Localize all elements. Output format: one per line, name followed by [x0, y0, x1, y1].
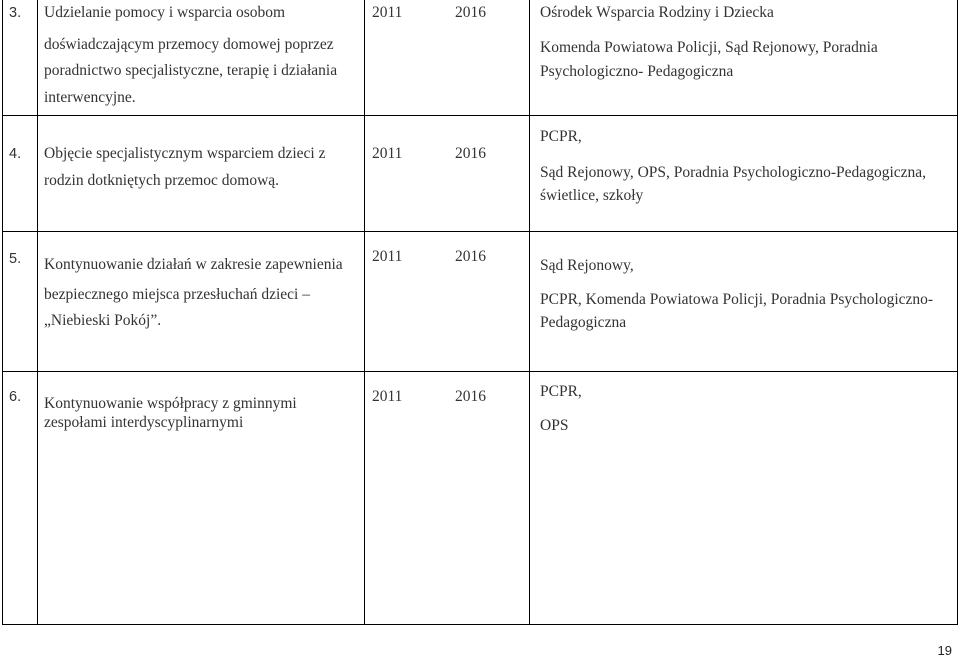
partner-text-line: Sąd Rejonowy, [540, 257, 634, 274]
end-year: 2016 [455, 248, 486, 265]
start-year: 2011 [372, 388, 403, 405]
start-year: 2011 [372, 145, 403, 162]
end-year: 2016 [455, 388, 486, 405]
start-year: 2011 [372, 4, 403, 21]
task-text-line: rodzin dotkniętych przemoc domową. [44, 172, 280, 189]
row-number: 6. [9, 389, 22, 405]
end-year: 2016 [455, 145, 486, 162]
partner-text-line: Sąd Rejonowy, OPS, Poradnia Psychologiczno-Pedagogiczna, [540, 164, 927, 181]
task-text-line: Udzielanie pomocy i wsparcia osobom [44, 4, 286, 21]
grid-line [957, 0, 958, 625]
grid-line [2, 371, 958, 372]
partner-text-line: PCPR, [540, 128, 582, 145]
partner-text-line: OPS [540, 417, 569, 434]
partner-text-line: PCPR, [540, 383, 582, 400]
row-number: 5. [9, 251, 22, 267]
grid-line [2, 115, 958, 116]
row-number: 4. [9, 146, 22, 162]
grid-line [2, 624, 958, 625]
grid-line [2, 0, 3, 625]
row-number: 3. [9, 5, 22, 21]
partner-text-line: PCPR, Komenda Powiatowa Policji, Poradnia Psychologiczno- [540, 291, 934, 308]
grid-line [529, 0, 530, 625]
grid-line [37, 0, 38, 625]
task-text-line: Kontynuowanie działań w zakresie zapewnienia [44, 256, 343, 273]
partner-text-line: Psychologiczno- Pedagogiczna [540, 63, 734, 80]
partner-text-line: świetlice, szkoły [540, 187, 644, 204]
partner-text-line: Ośrodek Wsparcia Rodziny i Dziecka [540, 4, 774, 21]
task-text-line: doświadczającym przemocy domowej poprzez [44, 36, 334, 53]
end-year: 2016 [455, 4, 486, 21]
start-year: 2011 [372, 248, 403, 265]
page-number: 19 [937, 643, 952, 658]
task-text-line: zespołami interdyscyplinarnymi [44, 414, 244, 431]
grid-line [2, 231, 958, 232]
partner-text-line: Komenda Powiatowa Policji, Sąd Rejonowy, Poradnia [540, 39, 878, 56]
task-text-line: poradnictwo specjalistyczne, terapię i działania [44, 62, 338, 79]
task-text-line: bezpiecznego miejsca przesłuchań dzieci – [44, 286, 310, 303]
task-text-line: Kontynuowanie współpracy z gminnymi [44, 395, 297, 412]
task-text-line: Objęcie specjalistycznym wsparciem dzieci z [44, 145, 326, 162]
task-text-line: interwencyjne. [44, 89, 136, 106]
task-text-line: „Niebieski Pokój”. [44, 312, 162, 329]
partner-text-line: Pedagogiczna [540, 314, 627, 331]
grid-line [364, 0, 365, 625]
